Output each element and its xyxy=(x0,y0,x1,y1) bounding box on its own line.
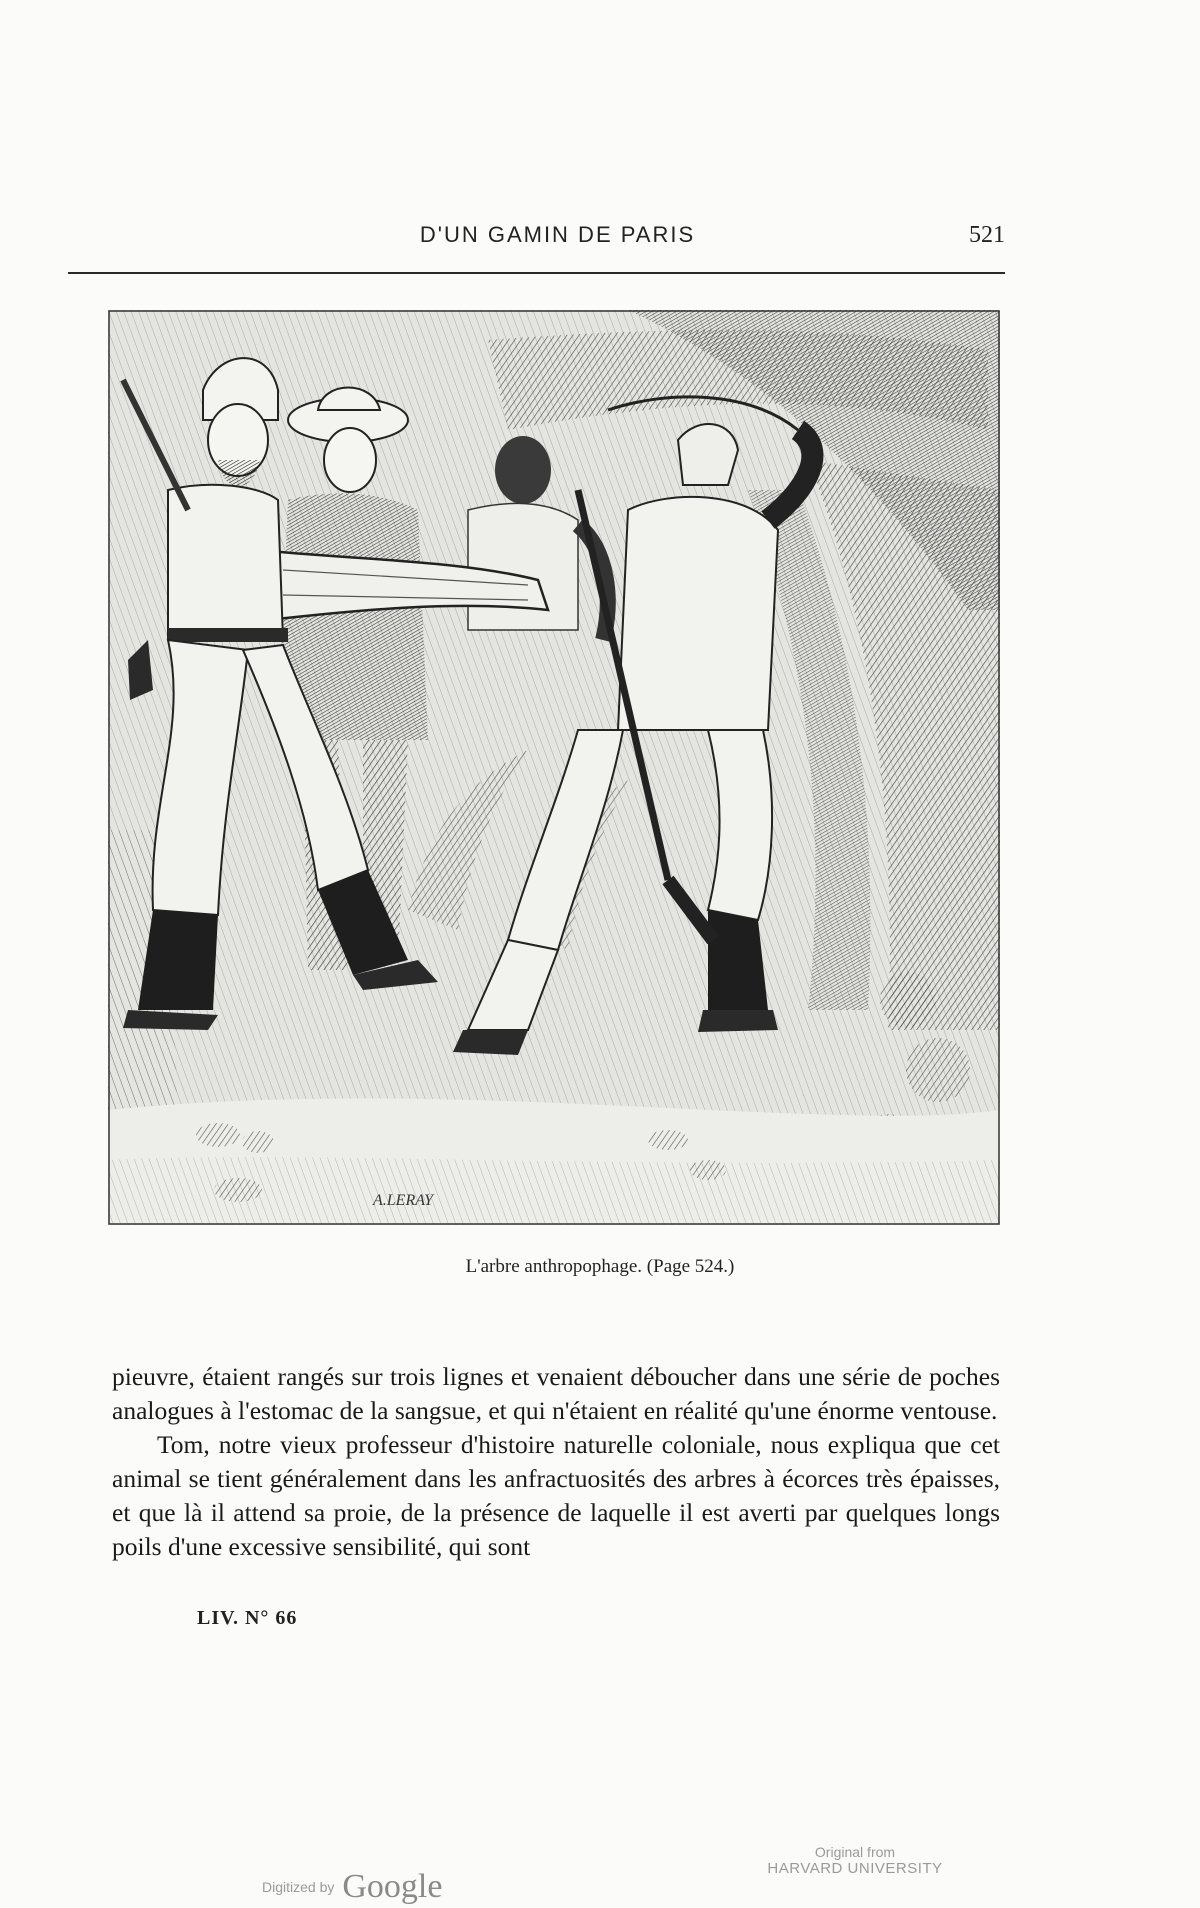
paragraph: pieuvre, étaient rangés sur trois lignes et venaient déboucher dans une série de poches analogues à l'estomac de la sangsue, et qui n'étaient en réalité qu'une énorme ventouse. xyxy=(112,1362,1000,1425)
paragraph: Tom, notre vieux professeur d'histoire naturelle coloniale, nous expliqua que cet animal se tient généralement dans les anfractuosités des arbres à écorces très épaisses, et que là il attend sa proie, de la présence de laquelle il est averti par quelques longs poils d'une excessive sensibilité, qui sont xyxy=(112,1430,1000,1561)
artist-signature: A.LERAY xyxy=(373,1192,434,1209)
header-rule xyxy=(68,272,1005,274)
running-title: D'UN GAMIN DE PARIS xyxy=(419,222,696,247)
body-text xyxy=(112,1360,1000,1564)
page-number: 521 xyxy=(969,222,1005,248)
google-logo: Google xyxy=(342,1868,443,1905)
original-from-label: Original from xyxy=(814,1844,896,1860)
institution-label: HARVARD UNIVERSITY xyxy=(767,1860,943,1877)
printer-signature: LIV. N° 66 xyxy=(197,1607,298,1629)
engraving-illustration xyxy=(108,310,1000,1225)
illustration-caption: L'arbre anthropophage. (Page 524.) xyxy=(465,1256,735,1277)
original-from-footer xyxy=(745,1844,965,1877)
digitized-by-label: Digitized by xyxy=(262,1879,335,1895)
digitized-footer xyxy=(262,1868,442,1908)
running-head xyxy=(110,222,1005,250)
